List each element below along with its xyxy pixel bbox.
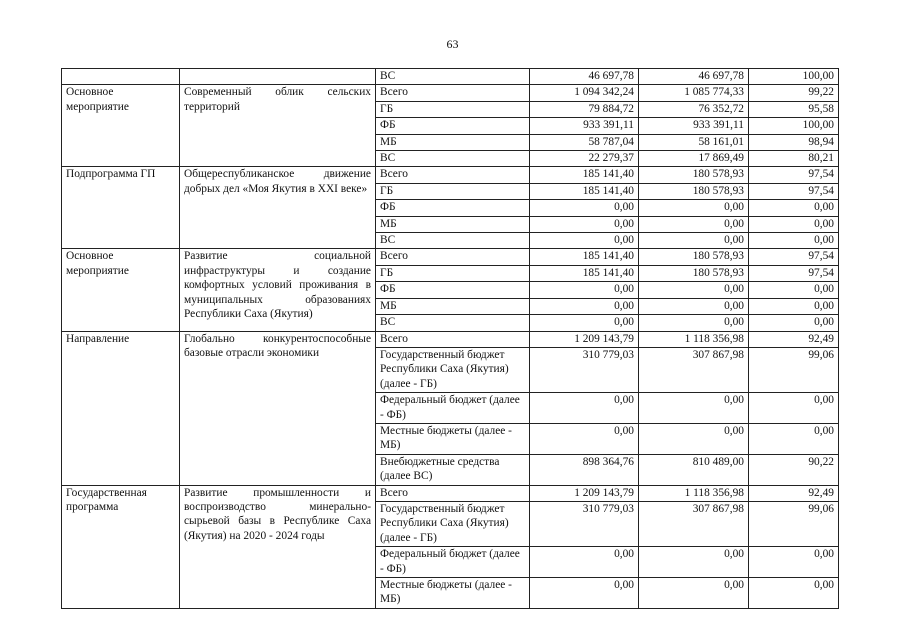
percent-cell: 99,22 [749, 85, 839, 101]
plan-amount-cell: 310 779,03 [530, 347, 639, 392]
percent-cell: 0,00 [749, 547, 839, 578]
section-name-cell: Развитие социальной инфраструктуры и создание комфортных условий проживания в муниципальных образованиях Республики Саха (Якутия) [180, 249, 376, 331]
actual-amount-cell: 810 489,00 [639, 454, 749, 485]
plan-amount-cell: 22 279,37 [530, 151, 639, 167]
actual-amount-cell: 17 869,49 [639, 151, 749, 167]
actual-amount-cell: 180 578,93 [639, 265, 749, 281]
section-name-cell: Современный облик сельских территорий [180, 85, 376, 167]
percent-cell: 0,00 [749, 578, 839, 609]
plan-amount-cell: 0,00 [530, 393, 639, 424]
plan-amount-cell: 0,00 [530, 233, 639, 249]
plan-amount-cell: 0,00 [530, 423, 639, 454]
funding-source-cell: ФБ [376, 200, 530, 216]
plan-amount-cell: 898 364,76 [530, 454, 639, 485]
funding-source-cell: Государственный бюджет Республики Саха (Якутия) (далее - ГБ) [376, 501, 530, 546]
percent-cell: 0,00 [749, 216, 839, 232]
plan-amount-cell: 1 209 143,79 [530, 331, 639, 347]
percent-cell: 0,00 [749, 298, 839, 314]
funding-source-cell: Местные бюджеты (далее - МБ) [376, 578, 530, 609]
actual-amount-cell: 0,00 [639, 393, 749, 424]
actual-amount-cell: 180 578,93 [639, 167, 749, 183]
funding-source-cell: ВС [376, 315, 530, 331]
funding-source-cell: Всего [376, 331, 530, 347]
percent-cell: 0,00 [749, 233, 839, 249]
funding-source-cell: Всего [376, 249, 530, 265]
percent-cell: 0,00 [749, 315, 839, 331]
funding-source-cell: МБ [376, 134, 530, 150]
percent-cell: 92,49 [749, 485, 839, 501]
funding-source-cell: Всего [376, 85, 530, 101]
actual-amount-cell: 180 578,93 [639, 249, 749, 265]
actual-amount-cell: 933 391,11 [639, 118, 749, 134]
actual-amount-cell: 180 578,93 [639, 183, 749, 199]
table-row [62, 69, 839, 85]
section-type-cell: Направление [62, 331, 180, 485]
plan-amount-cell: 933 391,11 [530, 118, 639, 134]
actual-amount-cell: 1 118 356,98 [639, 485, 749, 501]
funding-source-cell: ВС [376, 151, 530, 167]
funding-source-cell: МБ [376, 298, 530, 314]
table-row [62, 485, 839, 501]
actual-amount-cell: 0,00 [639, 298, 749, 314]
funding-source-cell: ВС [376, 233, 530, 249]
plan-amount-cell: 185 141,40 [530, 183, 639, 199]
actual-amount-cell: 76 352,72 [639, 101, 749, 117]
percent-cell: 92,49 [749, 331, 839, 347]
funding-source-cell: Федеральный бюджет (далее - ФБ) [376, 547, 530, 578]
plan-amount-cell: 79 884,72 [530, 101, 639, 117]
percent-cell: 0,00 [749, 423, 839, 454]
section-name-cell: Общереспубликанское движение добрых дел «Моя Якутия в XXI веке» [180, 167, 376, 249]
actual-amount-cell: 1 118 356,98 [639, 331, 749, 347]
table-row [62, 249, 839, 265]
actual-amount-cell: 1 085 774,33 [639, 85, 749, 101]
percent-cell: 100,00 [749, 69, 839, 85]
percent-cell: 97,54 [749, 183, 839, 199]
section-name-cell: Развитие промышленности и воспроизводство минерально-сырьевой базы в Республике Саха (Якутия) на 2020 - 2024 годы [180, 485, 376, 608]
percent-cell: 97,54 [749, 265, 839, 281]
funding-source-cell: Федеральный бюджет (далее - ФБ) [376, 393, 530, 424]
percent-cell: 90,22 [749, 454, 839, 485]
section-name-cell: Глобально конкурентоспособные базовые отрасли экономики [180, 331, 376, 485]
plan-amount-cell: 185 141,40 [530, 249, 639, 265]
funding-source-cell: Местные бюджеты (далее - МБ) [376, 423, 530, 454]
plan-amount-cell: 0,00 [530, 298, 639, 314]
page-number: 63 [446, 37, 459, 51]
percent-cell: 80,21 [749, 151, 839, 167]
plan-amount-cell: 0,00 [530, 547, 639, 578]
plan-amount-cell: 310 779,03 [530, 501, 639, 546]
actual-amount-cell: 58 161,01 [639, 134, 749, 150]
section-type-cell: Подпрограмма ГП [62, 167, 180, 249]
plan-amount-cell: 0,00 [530, 200, 639, 216]
actual-amount-cell: 0,00 [639, 578, 749, 609]
plan-amount-cell: 0,00 [530, 315, 639, 331]
funding-source-cell: ФБ [376, 118, 530, 134]
funding-source-cell: ГБ [376, 183, 530, 199]
actual-amount-cell: 0,00 [639, 200, 749, 216]
plan-amount-cell: 1 094 342,24 [530, 85, 639, 101]
actual-amount-cell: 0,00 [639, 233, 749, 249]
table-row [62, 167, 839, 183]
section-type-cell: Основное мероприятие [62, 85, 180, 167]
percent-cell: 100,00 [749, 118, 839, 134]
actual-amount-cell: 307 867,98 [639, 347, 749, 392]
percent-cell: 97,54 [749, 167, 839, 183]
percent-cell: 0,00 [749, 282, 839, 298]
section-name-cell [180, 69, 376, 85]
funding-source-cell: Государственный бюджет Республики Саха (Якутия) (далее - ГБ) [376, 347, 530, 392]
actual-amount-cell: 307 867,98 [639, 501, 749, 546]
plan-amount-cell: 1 209 143,79 [530, 485, 639, 501]
table-row [62, 85, 839, 101]
funding-source-cell: ФБ [376, 282, 530, 298]
actual-amount-cell: 0,00 [639, 282, 749, 298]
plan-amount-cell: 0,00 [530, 216, 639, 232]
funding-source-cell: ГБ [376, 265, 530, 281]
budget-table [61, 68, 839, 609]
actual-amount-cell: 0,00 [639, 315, 749, 331]
plan-amount-cell: 0,00 [530, 282, 639, 298]
table-row [62, 331, 839, 347]
plan-amount-cell: 58 787,04 [530, 134, 639, 150]
percent-cell: 95,58 [749, 101, 839, 117]
funding-source-cell: Внебюджетные средства (далее ВС) [376, 454, 530, 485]
funding-source-cell: ГБ [376, 101, 530, 117]
actual-amount-cell: 0,00 [639, 423, 749, 454]
percent-cell: 98,94 [749, 134, 839, 150]
section-type-cell [62, 69, 180, 85]
percent-cell: 0,00 [749, 393, 839, 424]
funding-source-cell: МБ [376, 216, 530, 232]
actual-amount-cell: 0,00 [639, 216, 749, 232]
plan-amount-cell: 185 141,40 [530, 265, 639, 281]
funding-source-cell: ВС [376, 69, 530, 85]
percent-cell: 99,06 [749, 347, 839, 392]
plan-amount-cell: 185 141,40 [530, 167, 639, 183]
section-type-cell: Государственная программа [62, 485, 180, 608]
percent-cell: 97,54 [749, 249, 839, 265]
plan-amount-cell: 0,00 [530, 578, 639, 609]
percent-cell: 0,00 [749, 200, 839, 216]
plan-amount-cell: 46 697,78 [530, 69, 639, 85]
actual-amount-cell: 0,00 [639, 547, 749, 578]
section-type-cell: Основное мероприятие [62, 249, 180, 331]
actual-amount-cell: 46 697,78 [639, 69, 749, 85]
percent-cell: 99,06 [749, 501, 839, 546]
funding-source-cell: Всего [376, 167, 530, 183]
funding-source-cell: Всего [376, 485, 530, 501]
